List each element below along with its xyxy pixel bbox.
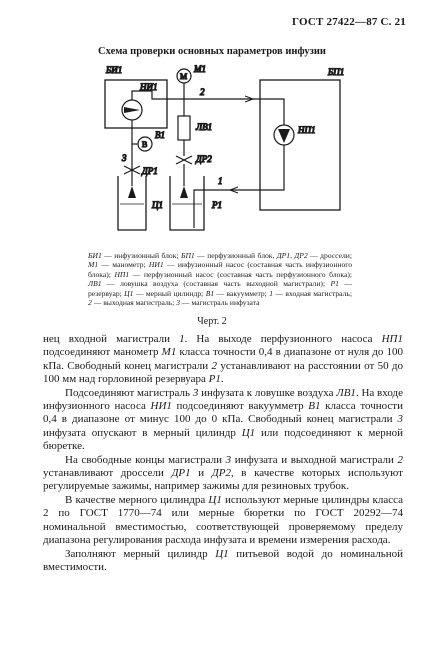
paragraph-segment: В1: [308, 400, 321, 413]
schematic-diagram: [60, 58, 380, 248]
label-dr2: ДР2: [196, 154, 212, 164]
paragraph-segment: или подсоединяют к мерной бюретке.: [43, 426, 403, 453]
paragraph-segment: инфузата опускают в мерный цилиндр: [43, 426, 242, 439]
label-line-1: 1: [218, 176, 223, 186]
paragraph-segment: и: [190, 467, 212, 480]
legend-segment: — ловушка воздуха (составная часть выходной магистрали);: [101, 279, 331, 289]
paragraph-segment: . На входе инфузионного насоса: [43, 386, 403, 413]
figure-caption: Черт. 2: [197, 316, 227, 327]
legend-segment: — мерный цилиндр;: [133, 288, 206, 298]
label-np1: НП1: [298, 125, 316, 135]
figure-title: Схема проверки основных параметров инфузии: [98, 46, 326, 57]
legend-segment: — выходная магистраль;: [91, 298, 177, 308]
legend-segment: — вакуумметр;: [214, 288, 270, 298]
paragraph: [43, 454, 403, 494]
perfusion-pump-icon: [274, 125, 294, 145]
paragraph-segment: НП1: [381, 333, 403, 345]
paragraph-segment: 3: [397, 413, 403, 426]
legend-segment: 1: [269, 288, 273, 298]
paragraph-segment: класса точности 0,4 в диапазоне от нуля до 100 кПа. Свободный конец магистрали: [43, 346, 403, 372]
label-v1: В1: [155, 130, 165, 140]
legend-segment: — манометр;: [98, 260, 149, 270]
paragraph-segment: , в качестве которых используют регулируемые зажимы, например зажимы для резиновых трубок.: [43, 467, 403, 493]
paragraph-segment: Подсоединяют магистраль: [65, 386, 193, 399]
label-bp1: БП1: [328, 67, 345, 77]
legend-segment: — резервуар;: [88, 279, 353, 298]
body-text: [43, 333, 403, 574]
label-r1: Р1: [212, 200, 222, 210]
paragraph: [43, 548, 403, 575]
paragraph-segment: подсоединяют манометр: [43, 346, 162, 359]
legend-segment: М1: [88, 260, 99, 270]
legend-segment: Ц1: [124, 288, 134, 298]
paragraph-segment: класса точности 0,4 в диапазоне от минус 100 до 0 кПа. Свободный конец магистрали: [43, 400, 403, 426]
label-line-2: 2: [200, 87, 205, 97]
air-trap: [178, 116, 190, 140]
legend-segment: — перфузионный блок,: [194, 251, 277, 260]
label-bi1: БИ1: [106, 65, 123, 75]
legend-segment: НИ1: [148, 260, 164, 270]
paragraph-segment: НИ1: [150, 400, 172, 413]
paragraph-segment: Ц1: [241, 426, 256, 439]
legend-segment: Р1: [330, 279, 339, 289]
legend-segment: — магистраль инфузата: [180, 298, 260, 308]
paragraph-segment: Ц1: [208, 493, 222, 506]
paragraph-segment: устанавливают на расстоянии от 50 до 100 мм над горловиной резервуара: [43, 359, 403, 386]
paragraph-segment: питьевой водой до номинальной вместимости.: [43, 547, 403, 573]
label-m1: М1: [194, 64, 206, 74]
legend-segment: 3: [176, 298, 181, 308]
paragraph-segment: инфузата и выходной магистрали: [231, 453, 398, 466]
paragraph-segment: 3: [225, 453, 232, 466]
label-ni1: НИ1: [140, 82, 158, 92]
legend-segment: ДР1, ДР2: [276, 251, 308, 260]
page-header: ГОСТ 27422—87 С. 21: [292, 16, 406, 28]
paragraph-segment: ДР1: [171, 467, 191, 480]
throttle-dr2-icon: [176, 156, 192, 164]
paragraph-segment: ДР2: [211, 467, 231, 480]
paragraph-segment: .: [220, 373, 224, 386]
reservoir: [170, 176, 204, 230]
legend-segment: ЛВ1: [88, 279, 102, 289]
paragraph-segment: Заполняют мерный цилиндр: [65, 547, 216, 560]
infusion-block: [105, 80, 167, 128]
paragraph-segment: М1: [161, 346, 177, 359]
paragraph-segment: нец входной магистрали: [43, 333, 180, 345]
legend-segment: — инфузионный насос (составная часть инфузионного блока);: [88, 260, 352, 279]
paragraph-segment: инфузата к ловушке воздуха: [198, 386, 337, 399]
vacuum-symbol: В: [142, 140, 148, 149]
legend-segment: НП1: [114, 269, 130, 279]
label-line-3: 3: [122, 153, 127, 163]
label-dr1: ДР1: [142, 166, 158, 176]
paragraph-segment: Ц1: [215, 547, 229, 560]
paragraph-segment: ЛВ1: [336, 386, 356, 399]
paragraph-segment: подсоединяют вакуумметр: [171, 400, 309, 413]
paragraph-segment: 2: [397, 453, 403, 466]
paragraph-segment: 1: [179, 333, 185, 345]
paragraph-segment: используют мерные цилиндры класса 2 по ГОСТ 1770—74 или мерные бюретки по ГОСТ 20292—74 номинальной вместимостью, соответствующей проверяемому пределу диапазона регулирования расхода инфузата и времени измерения расхода.: [43, 493, 403, 547]
infusion-pump-icon: [122, 100, 142, 120]
label-c1: Ц1: [152, 200, 163, 210]
figure-legend: [88, 251, 352, 307]
paragraph-segment: . На выходе перфузионного насоса: [184, 333, 382, 345]
legend-segment: БП1: [180, 251, 195, 260]
paragraph-segment: 2: [211, 359, 217, 372]
legend-segment: — инфузионный блок;: [101, 251, 181, 260]
manometer-symbol: M: [180, 72, 188, 81]
legend-segment: — входная магистраль;: [272, 288, 352, 298]
paragraph-segment: 3: [192, 386, 199, 399]
legend-segment: — перфузионный насос (составная часть перфузионного блока);: [129, 269, 352, 279]
paragraph: [43, 494, 403, 548]
output-line-2: [132, 91, 284, 125]
paragraph-segment: устанавливают дроссели: [43, 467, 172, 480]
legend-segment: В1: [205, 288, 215, 298]
paragraph-segment: В качестве мерного цилиндра: [65, 493, 209, 506]
legend-segment: БИ1: [88, 251, 102, 260]
paragraph-segment: Р1: [208, 373, 221, 386]
paragraph: [43, 333, 403, 387]
legend-segment: — дроссели;: [307, 251, 352, 260]
paragraph-segment: На свободные концы магистрали: [65, 453, 226, 466]
label-lv1: ЛВ1: [196, 122, 213, 132]
paragraph: [43, 387, 403, 454]
legend-segment: 2: [88, 298, 92, 308]
